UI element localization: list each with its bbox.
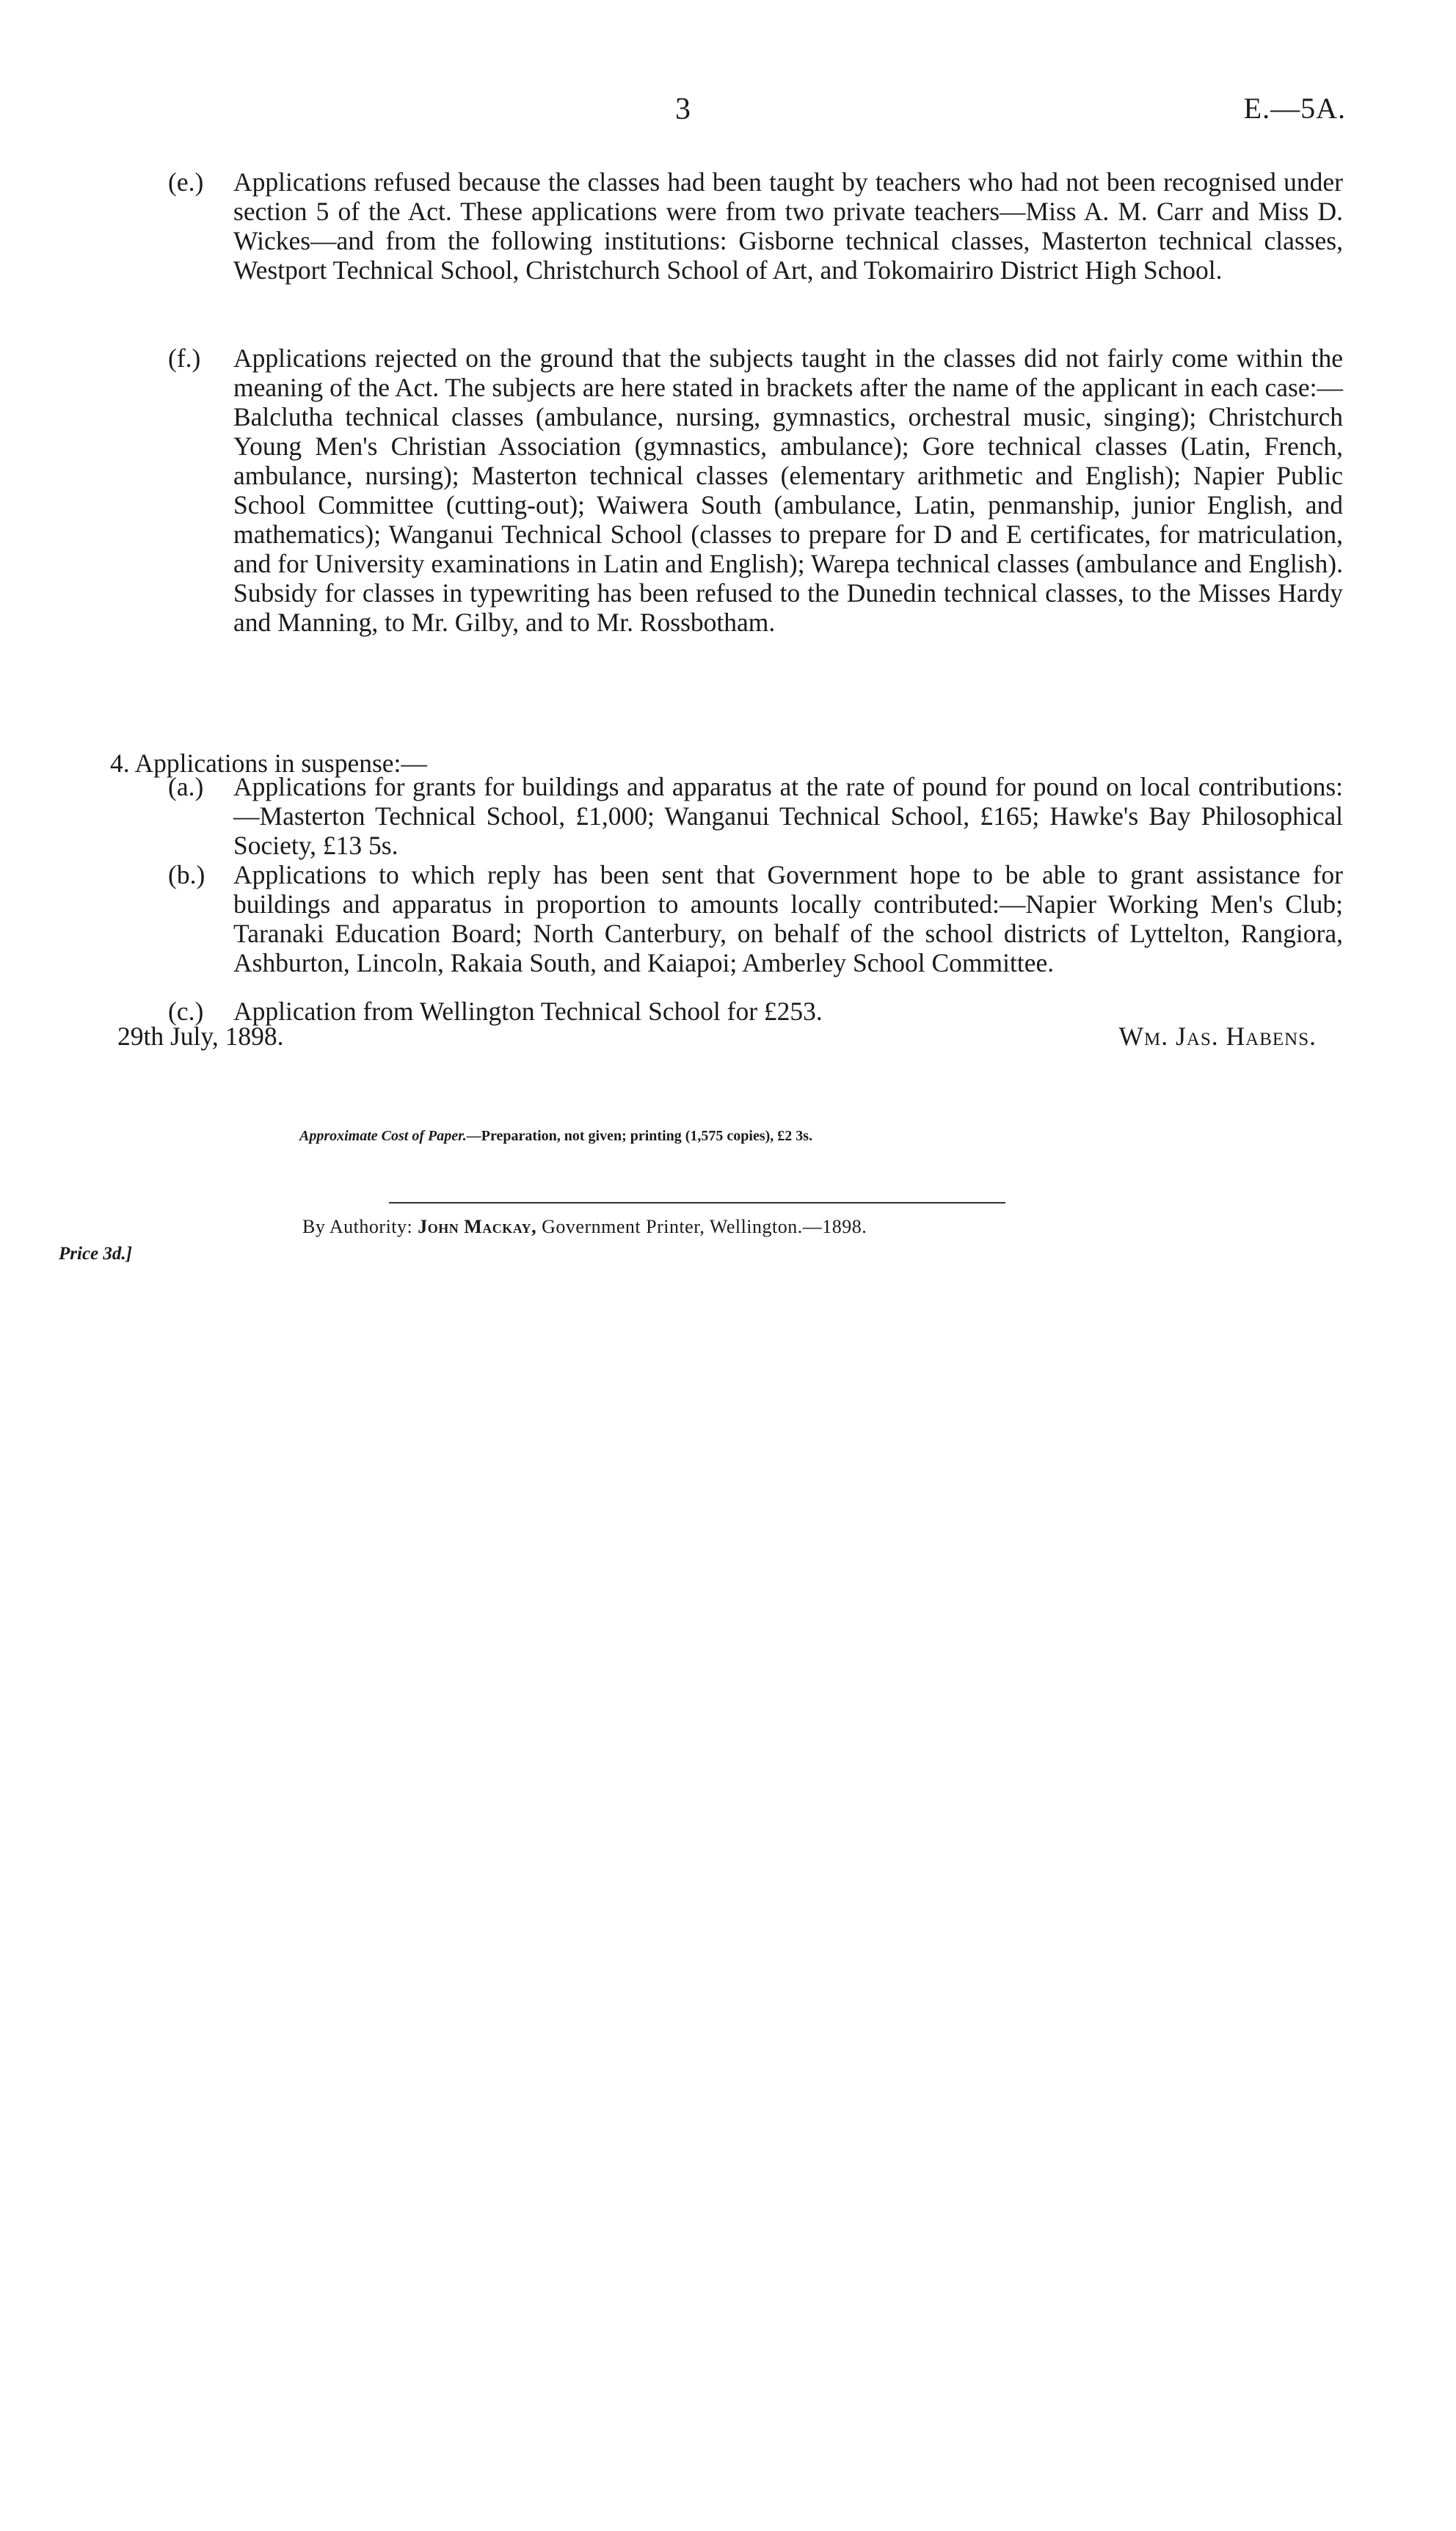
document-code: E.—5A. <box>1243 92 1346 125</box>
printer-imprint <box>302 1216 867 1238</box>
section-4a-paragraph <box>169 772 1343 860</box>
date-line: 29th July, 1898. <box>117 1021 284 1051</box>
page-number: 3 <box>675 92 691 126</box>
imprint-suffix: Government Printer, Wellington.—1898. <box>542 1216 867 1237</box>
printer-name: John Mackay, <box>418 1216 537 1237</box>
signature: Wm. Jas. Habens. <box>1118 1021 1317 1051</box>
section-4c-text: Application from Wellington Technical School for £253. <box>233 997 823 1026</box>
price-note: Price 3d.] <box>59 1244 132 1264</box>
section-f-paragraph <box>169 343 1343 637</box>
section-4b-text: Applications to which reply has been sent that Government hope to be able to grant assistance for buildings and apparatus in proportion to amounts locally contributed:—Napier Working Men's Club; Taranaki Education Board; North Canterbury, on behalf of the school districts of Lyttelton, Rangiora, Ashburton, Lincoln, Rakaia South, and Kaiapoi; Amberley School Committee. <box>233 860 1343 977</box>
section-f-text: Applications rejected on the ground that the subjects taught in the classes did not fairly come within the meaning of the Act. The subjects are here stated in brackets after the name of the applicant in each case:—Balclutha technical classes (ambulance, nursing, gymnastics, orchestral music, singing); Christchurch Young Men's Christian Association (gymnastics, ambulance); Gore technical classes (Latin, French, ambulance, nursing); Masterton technical classes (elementary arithmetic and English); Napier Public School Committee (cutting-out); Waiwera South (ambulance, Latin, penmanship, junior English, and mathematics); Wanganui Technical School (classes to prepare for D and E certificates, for matriculation, and for University examinations in Latin and English); Warepa technical classes (ambulance and English). Subsidy for classes in typewriting has been refused to the Dunedin technical classes, to the Misses Hardy and Manning, to Mr. Gilby, and to Mr. Rossbotham. <box>233 343 1343 637</box>
imprint-prefix: By Authority: <box>302 1216 413 1237</box>
section-4a-text: Applications for grants for buildings and apparatus at the rate of pound for pound on local contributions:—Masterton Technical School, £1,000; Wanganui Technical School, £165; Hawke's Bay Philosophical Society, £13 5s. <box>233 772 1343 860</box>
cost-note-text: —Preparation, not given; printing (1,575 copies), £2 3s. <box>466 1128 813 1144</box>
section-4b-paragraph <box>169 860 1343 977</box>
section-e-text: Applications refused because the classes had been taught by teachers who had not been recognised under section 5 of the Act. These applications were from two private teachers—Miss A. M. Carr and Miss D. Wickes—and from the following institutions: Gisborne technical classes, Masterton technical classes, Westport Technical School, Christchurch School of Art, and Tokomairiro District High School. <box>233 167 1343 285</box>
section-4b-label: (b.) <box>168 860 205 889</box>
section-e-label: (e.) <box>168 167 204 197</box>
section-4-heading: 4. Applications in suspense:— <box>110 749 427 778</box>
cost-note <box>299 1127 812 1145</box>
section-4c-label: (c.) <box>168 997 204 1026</box>
section-f-label: (f.) <box>168 343 201 373</box>
cost-note-label: Approximate Cost of Paper. <box>299 1128 467 1144</box>
section-e-paragraph <box>169 167 1343 285</box>
footer-rule <box>389 1202 1005 1203</box>
section-4a-label: (a.) <box>168 772 204 801</box>
